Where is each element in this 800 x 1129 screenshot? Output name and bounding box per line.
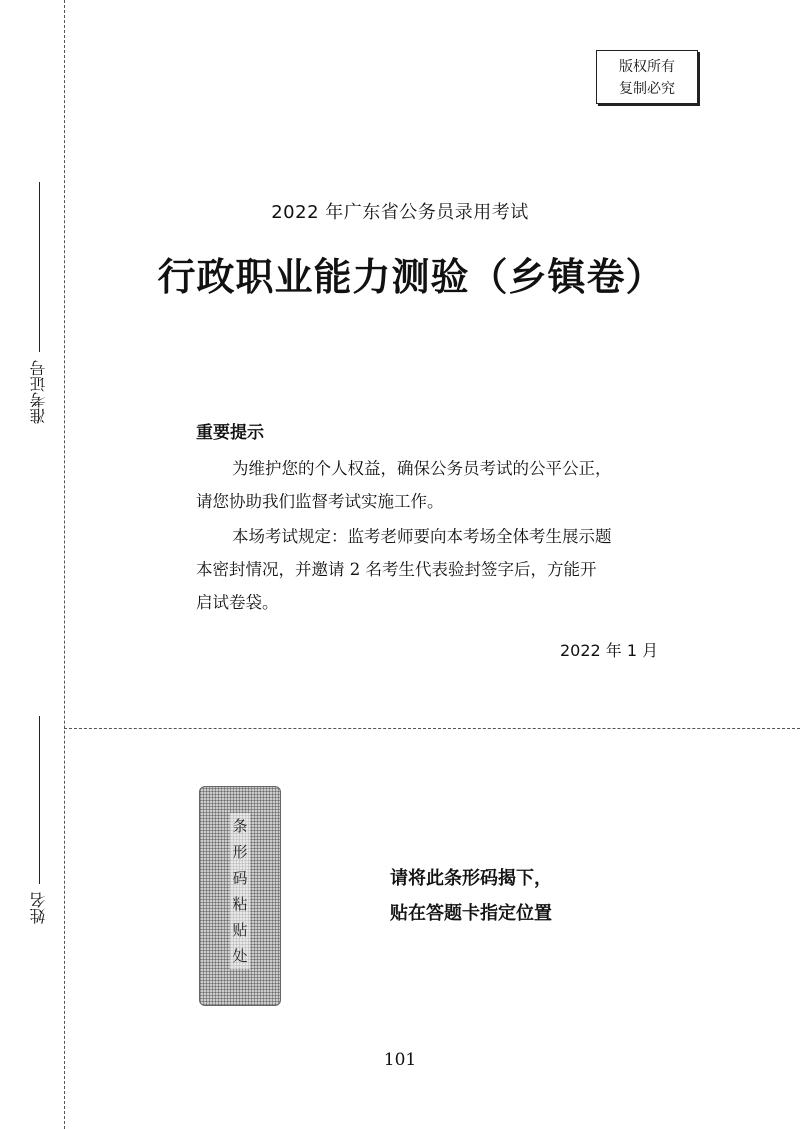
name-label xyxy=(22,892,56,924)
barcode-label xyxy=(200,813,280,969)
barcode-instruction-line-1: 请将此条形码揭下， xyxy=(390,868,552,889)
name-write-line xyxy=(39,716,40,884)
barcode-label-char: 码 xyxy=(230,865,250,891)
notice-para1-line1: 为维护您的个人权益，确保公务员考试的公平公正， xyxy=(232,459,612,478)
exam-id-label-text: 准考证号 xyxy=(29,360,48,424)
tear-off-dashed-line xyxy=(64,728,800,729)
name-label-text: 姓名 xyxy=(29,892,48,924)
copyright-line-2: 复制必究 xyxy=(619,81,675,97)
copyright-box xyxy=(596,50,698,104)
exam-subtitle: 2022 年广东省公务员录用考试 xyxy=(271,202,529,223)
notice-para2-line1: 本场考试规定：监考老师要向本考场全体考生展示题 xyxy=(232,527,612,546)
page-number: 101 xyxy=(383,1050,417,1070)
notice-para2-line2: 本密封情况，并邀请 2 名考生代表验封签字后，方能开 xyxy=(196,560,597,579)
notice-para2-line3: 启试卷袋。 xyxy=(196,593,279,612)
barcode-label-char: 处 xyxy=(230,943,250,969)
exam-title: 行政职业能力测验（乡镇卷） xyxy=(157,254,665,299)
notice-date: 2022 年 1 月 xyxy=(560,641,659,660)
barcode-instruction-line-2: 贴在答题卡指定位置 xyxy=(390,903,552,924)
copyright-line-1: 版权所有 xyxy=(619,59,675,75)
notice-para1-line2: 请您协助我们监督考试实施工作。 xyxy=(196,492,444,511)
binding-dashed-line xyxy=(64,0,65,1129)
barcode-label-char: 形 xyxy=(230,839,250,865)
exam-id-label xyxy=(22,360,56,424)
barcode-sticker[interactable] xyxy=(199,786,281,1006)
barcode-label-char: 粘 xyxy=(230,891,250,917)
notice-heading: 重要提示 xyxy=(196,423,264,443)
barcode-label-char: 贴 xyxy=(230,917,250,943)
barcode-label-char: 条 xyxy=(230,813,250,839)
